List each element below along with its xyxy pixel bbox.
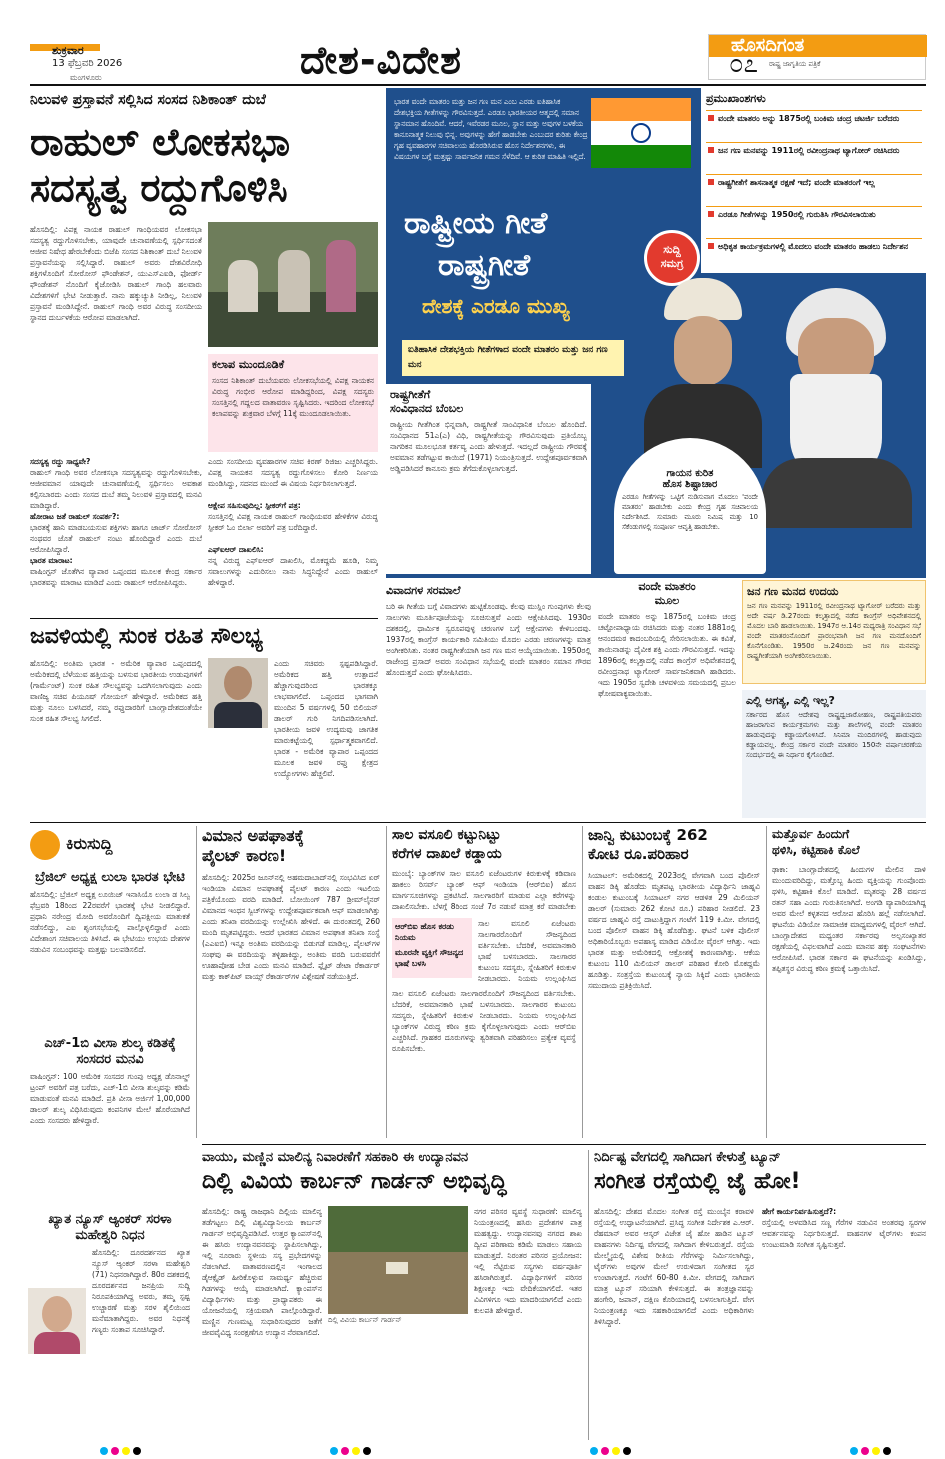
bottom-rule	[202, 1144, 926, 1145]
badge-line-2: ಸಮಗ್ರ	[660, 257, 684, 270]
lead-body-5: ಎಂದು ಸಂಸದೀಯ ವ್ಯವಹಾರಗಳ ಸಚಿವ ಕಿರಣ್ ರಿಜಿಜು ಎಚ್ಚರಿಸಿದ್ದರು. ವಿಪಕ್ಷ ನಾಯಕನ ಸದಸ್ಯತ್ವ ರದ್ದುಗೊಳಿಸಲು ಕೋರಿ ನಿರ್ಣಯ ಮಂಡಿಸಿದ್ದು, ಸದನದ ಮುಂದೆ ಈ ವಿಷಯ ನಿರ್ಧರಿಸಲಾಗುತ್ತದೆ.	[208, 457, 378, 488]
origin-body: ವಂದೇ ಮಾತರಂ ಅನ್ನು 1875ರಲ್ಲಿ ಬಂಕಿಮ ಚಂದ್ರ ಚಟ್ಟೋಪಾಧ್ಯಾಯ ರಚಿಸಿದರು ಮತ್ತು ನಂತರ 1881ರಲ್ಲಿ ಆನಂದಮಠ ಕಾದಂಬರಿಯಲ್ಲಿ ಸೇರಿಸಲಾಯಿತು. ಈ ಕವಿತೆ, ತಾಯಿನಾಡನ್ನು ದೈವೀಕ ಶಕ್ತಿ ಎಂದು ಗೌರವಿಸುತ್ತದೆ. ಇದನ್ನು 1896ರಲ್ಲಿ ಕಲ್ಕತ್ತಾದಲ್ಲಿ ನಡೆದ ಕಾಂಗ್ರೆಸ್ ಅಧಿವೇಶನದಲ್ಲಿ ರವೀಂದ್ರನಾಥ ಟ್ಯಾಗೋರ್ ಸಾರ್ವಜನಿಕವಾಗಿ ಹಾಡಿದರು. ಇದು 1905ರ ಸ್ವದೇಶಿ ಚಳವಳಿಯ ಸಮಯದಲ್ಲಿ ಪ್ರಬಲ ಘೋಷವಾಕ್ಯವಾಯಿತು.	[598, 612, 736, 698]
feature-banner-text: ಐತಿಹಾಸಿಕ ದೇಶಭಕ್ತಿಯ ಗೀತೆಗಳಾದ ವಂದೇ ಮಾತರಂ ಮತ್ತು ಜನ ಗಣ ಮನ	[408, 345, 608, 370]
constitution-title-2: ಸಂವಿಧಾನದ ಬೆಂಬಲ	[390, 402, 464, 415]
print-dots-left	[100, 1440, 144, 1459]
carbon-kicker: ವಾಯು, ಮಣ್ಣಿನ ಮಾಲಿನ್ಯ ನಿವಾರಣೆಗೆ ಸಹಕಾರಿ ಈ ಉದ್ಯಾನವನ	[202, 1150, 469, 1165]
janhvi-headline-1: ಜಾನ್ವಿ ಕುಟುಂಬಕ್ಕೆ 262	[588, 826, 708, 844]
carbon-body-1: ಹೊಸದಿಲ್ಲಿ: ರಾಷ್ಟ್ರ ರಾಜಧಾನಿ ದಿಲ್ಲಿಯ ಮಾಲಿನ್ಯ ತಡೆಗಟ್ಟಲು ದಿಲ್ಲಿ ವಿಶ್ವವಿದ್ಯಾನಿಲಯ ಕಾರ್ಬನ್ ಗಾರ್ಡನ್ ಅಭಿವೃದ್ಧಿಪಡಿಸಿದೆ. ಉತ್ತರ ಕ್ಯಾಂಪಸ್‌ನಲ್ಲಿ ಈ ಹಸಿರು ಉದ್ಯಾನವನವನ್ನು ಸ್ಥಾಪಿಸಲಾಗಿದ್ದು, ಇಲ್ಲಿ ನೂರಾರು ಸ್ಥಳೀಯ ಸಸ್ಯ ಪ್ರಭೇದಗಳನ್ನು ನೆಡಲಾಗಿದೆ. ವಾತಾವರಣದಲ್ಲಿನ ಇಂಗಾಲದ ಡೈಆಕ್ಸೈಡ್ ಹೀರಿಕೊಳ್ಳುವ ಸಾಮರ್ಥ್ಯ ಹೆಚ್ಚಿರುವ ಗಿಡಗಳನ್ನು ಆಯ್ಕೆ ಮಾಡಲಾಗಿದೆ. ಕ್ಯಾಂಪಸ್‌ನ ವಿದ್ಯಾರ್ಥಿಗಳು ಮತ್ತು ಪ್ರಾಧ್ಯಾಪಕರು ಈ ಯೋಜನೆಯಲ್ಲಿ ಸಕ್ರಿಯವಾಗಿ ಪಾಲ್ಗೊಂಡಿದ್ದಾರೆ. ಮಣ್ಣಿನ ಗುಣಮಟ್ಟ ಸುಧಾರಿಸುವುದರ ಜತೆಗೆ ಜೀವವೈವಿಧ್ಯ ಸಂರಕ್ಷಣೆಗೂ ಉದ್ಯಾನ ನೆರವಾಗಲಿದೆ.	[202, 1207, 322, 1337]
flag-icon	[591, 98, 691, 168]
adjournment-body: ಸಂಸದ ನಿಶಿಕಾಂತ್ ದುಬೆಯವರು ಲೋಕಸಭೆಯಲ್ಲಿ ವಿಪಕ್ಷ ನಾಯಕನ ವಿರುದ್ಧ ಗಂಭೀರ ಆರೋಪ ಮಾಡಿದ್ದರಿಂದ, ವಿಪಕ್ಷ ಸದಸ್ಯರು ಸಂಸತ್ತಿನಲ್ಲಿ ಗದ್ದಲದ ವಾತಾವರಣ ಸೃಷ್ಟಿಸಿದರು. ಇದರಿಂದ ಲೋಕಸಭೆ ಕಲಾಪವನ್ನು ಶುಕ್ರವಾರ ಬೆಳಗ್ಗೆ 11ಕ್ಕೆ ಮುಂದೂಡಲಾಯಿತು.	[212, 376, 374, 418]
where-body: ಸರ್ಕಾರದ ಹೊಸ ಆದೇಶವು ರಾಷ್ಟ್ರಧ್ವಜಾರೋಹಣ, ರಾಷ್ಟ್ರಪತಿಯವರು ಹಾಜರಾಗುವ ಕಾರ್ಯಕ್ರಮಗಳು ಮತ್ತು ಶಾಲೆಗಳಲ್ಲಿ ವಂದೇ ಮಾತರಂ ಹಾಡುವುದನ್ನು ಕಡ್ಡಾಯಗೊಳಿಸಿದೆ. ಸಿನಿಮಾ ಮಂದಿರಗಳಲ್ಲಿ ಹಾಡುವುದು ಕಡ್ಡಾಯವಲ್ಲ. ಕೇಂದ್ರ ಸರ್ಕಾರ ವಂದೇ ಮಾತರಂ 150ನೇ ವರ್ಷಾಚರಣೆಯ ಸಂದರ್ಭದಲ್ಲಿ ಈ ನಿರ್ಧಾರ ಕೈಗೊಂಡಿದೆ.	[746, 711, 922, 759]
feature-section	[386, 88, 926, 818]
music-road-headline: ಸಂಗೀತ ರಸ್ತೆಯಲ್ಲಿ ಜೈ ಹೋ!	[594, 1169, 801, 1194]
anchor-face	[42, 1296, 72, 1332]
loan-box-2: ಮೂರನೇ ವ್ಯಕ್ತಿಗೆ ಸೌಜನ್ಯದ ಭಾಷೆ ಬಳಸಿ	[395, 948, 464, 968]
carbon-story	[202, 1150, 582, 1440]
bangladesh-headline-2: ಥಳಿಸಿ, ಕಟ್ಟಿಹಾಕಿ ಕೊಲೆ	[772, 843, 860, 857]
key-point-text-1: ವಂದೇ ಮಾತರಂ ಅನ್ನು 1875ರಲ್ಲಿ ಬಂಕಿಮ ಚಂದ್ರ ಚಟರ್ಜಿ ಬರೆದರು	[718, 114, 900, 123]
feature-title-1: ರಾಷ್ಟ್ರೀಯ ಗೀತೆ	[404, 206, 548, 241]
constitution-title-1: ರಾಷ್ಟ್ರಗೀತೆಗೆ	[390, 388, 431, 401]
section-title: ದೇಶ-ವಿದೇಶ	[300, 38, 462, 82]
jgm-box	[742, 580, 926, 684]
origin-title-2: ಮೂಲ	[654, 594, 680, 607]
print-dots-center-2	[590, 1440, 634, 1459]
loan-highlight-box	[392, 918, 472, 978]
header-date: 13 ಫೆಬ್ರವರಿ 2026	[52, 58, 123, 69]
photo-person-3	[326, 240, 356, 312]
photo-person-1	[228, 260, 258, 312]
goyal-suit	[214, 702, 262, 728]
anchor-body	[34, 1332, 80, 1354]
janhvi-story	[588, 826, 760, 1138]
col-divider-3	[582, 826, 583, 1138]
lead-body-7: ನನ್ನ ವಿರುದ್ಧ ಎಫ್‌ಐಆರ್ ದಾಖಲಿಸಿ, ಮೊಕದ್ದಮೆ ಹೂಡಿ, ನಿಮ್ಮ ಸವಾಲುಗಳನ್ನು ಎದುರಿಸಲು ನಾನು ಸಿದ್ಧನಿದ್ದೇನೆ ಎಂದು ರಾಹುಲ್ ಹೇಳಿದ್ದಾರೆ.	[208, 556, 378, 587]
parliament-photo	[208, 222, 378, 347]
brand-name: ಹೊಸದಿಗಂತ	[731, 35, 805, 56]
key-point-marker-3	[708, 179, 714, 185]
origin-title-1: ವಂದೇ ಮಾತರಂ	[638, 580, 696, 593]
bankim-face	[674, 316, 732, 386]
brief-body-1: ಹೊಸದಿಲ್ಲಿ: ಬ್ರೆಜಿಲ್ ಅಧ್ಯಕ್ಷ ಲೂಯಿಜ್ ಇನಾಸಿಯೊ ಲುಲಾ ಡ ಸಿಲ್ವ ಫೆಬ್ರವರಿ 18ರಿಂದ 22ರವರೆಗೆ ಭಾರತಕ್ಕೆ ಭೇಟಿ ನೀಡಲಿದ್ದಾರೆ. ಪ್ರಧಾನಿ ನರೇಂದ್ರ ಮೋದಿ ಅವರೊಂದಿಗೆ ದ್ವಿಪಕ್ಷೀಯ ಮಾತುಕತೆ ನಡೆಸಲಿದ್ದು, ಎಐ ಶೃಂಗಸಭೆಯಲ್ಲಿ ಪಾಲ್ಗೊಳ್ಳಲಿದ್ದಾರೆ ಎಂದು ವಿದೇಶಾಂಗ ಸಚಿವಾಲಯ ತಿಳಿಸಿದೆ. ಈ ಭೇಟಿಯು ಉಭಯ ದೇಶಗಳ ನಡುವಿನ ಸಂಬಂಧವನ್ನು ಮತ್ತಷ್ಟು ಬಲಪಡಿಸಲಿದೆ.	[30, 890, 190, 954]
key-points-box	[706, 92, 922, 272]
feature-title-2: ರಾಷ್ಟ್ರಗೀತೆ	[438, 248, 531, 283]
music-road-kicker: ನಿರ್ದಿಷ್ಟ ವೇಗದಲ್ಲಿ ಸಾಗಿದಾಗ ಕೇಳುತ್ತೆ ಟ್ಯೂನ್	[594, 1150, 781, 1165]
lead-body-6: ಸಂಸತ್ತಿನಲ್ಲಿ ವಿಪಕ್ಷ ನಾಯಕ ರಾಹುಲ್ ಗಾಂಧಿಯವರ ಹೇಳಿಕೆಗಳ ವಿರುದ್ಧ ಸ್ಪೀಕರ್ ಓಂ ಬಿರ್ಲಾ ಅವರಿಗೆ ಪತ್ರ ಬರೆದಿದ್ದಾರೆ.	[208, 512, 378, 532]
crash-story	[202, 826, 380, 1138]
brand-box	[708, 34, 926, 80]
garden-photo	[328, 1206, 468, 1314]
jgm-body: ಜನ ಗಣ ಮನವನ್ನು 1911ರಲ್ಲಿ ರವೀಂದ್ರನಾಥ ಟ್ಯಾಗೋರ್ ಬರೆದರು ಮತ್ತು ಅದೇ ವರ್ಷ ಡಿ.27ರಂದು ಕಲ್ಕತ್ತಾದಲ್ಲಿ ನಡೆದ ಕಾಂಗ್ರೆಸ್ ಅಧಿವೇಶನದಲ್ಲಿ ಮೊದಲ ಬಾರಿ ಹಾಡಲಾಯಿತು. 1947ರ ಆ.14ರ ಮಧ್ಯರಾತ್ರಿ ಸಂವಿಧಾನ ಸಭೆ ವಂದೇ ಮಾತರಂನೊಂದಿಗೆ ಪ್ರಾರಂಭವಾಗಿ ಜನ ಗಣ ಮನದೊಂದಿಗೆ ಕೊನೆಗೊಂಡಿತು. 1950ರ ಜ.24ರಂದು ಜನ ಗಣ ಮನವನ್ನು ರಾಷ್ಟ್ರಗೀತೆಯಾಗಿ ಅಂಗೀಕರಿಸಲಾಯಿತು.	[747, 602, 921, 660]
lead-kicker: ನಿಲುವಳಿ ಪ್ರಸ್ತಾವನೆ ಸಲ್ಲಿಸಿದ ಸಂಸದ ನಿಶಿಕಾಂತ್ ದುಬೆ	[30, 92, 266, 108]
brief-item-3	[30, 1212, 190, 1407]
controversy-body: ಬರಿ ಈ ಗೀತೆಯ ಬಗ್ಗೆ ವಿವಾದಗಳು ಹುಟ್ಟಿಕೊಂಡವು. ಕೆಲವು ಮುಸ್ಲಿಂ ಗುಂಪುಗಳು ಕೆಲವು ಸಾಲುಗಳು ಮೂರ್ತಿಪೂಜೆಯನ್ನು ಸೂಚಿಸುತ್ತವೆ ಎಂದು ಆಕ್ಷೇಪಿಸಿದವು. 1930ರ ದಶಕದಲ್ಲಿ, ಧಾರ್ಮಿಕ ಸ್ವರೂಪವುಳ್ಳ ಚರಣಗಳ ಬಗ್ಗೆ ಆಕ್ಷೇಪಗಳು ಕೇಳಿಬಂದವು. 1937ರಲ್ಲಿ ಕಾಂಗ್ರೆಸ್ ಕಾರ್ಯಕಾರಿ ಸಮಿತಿಯು ಮೊದಲ ಎರಡು ಚರಣಗಳನ್ನು ಮಾತ್ರ ಅಂಗೀಕರಿಸಿತು. ನಂತರ ರಾಷ್ಟ್ರಗೀತೆಯಾಗಿ ಜನ ಗಣ ಮನ ಆಯ್ಕೆಯಾಯಿತು. 1950ರಲ್ಲಿ ರಾಜೇಂದ್ರ ಪ್ರಸಾದ್ ಅವರು ಸಂವಿಧಾನ ಸಭೆಯಲ್ಲಿ ವಂದೇ ಮಾತರಂ ಸಮಾನ ಗೌರವ ಹೊಂದುತ್ತದೆ ಎಂದು ಘೋಷಿಸಿದರು.	[386, 602, 591, 677]
header-rule	[30, 84, 926, 86]
feature-subtitle: ದೇಶಕ್ಕೆ ಎರಡೂ ಮುಖ್ಯ	[422, 294, 570, 318]
middle-rule	[30, 822, 926, 823]
lead-q3: ಭಾರತ ಮಾರಾಟ:	[30, 556, 73, 565]
tagore-robe	[762, 458, 912, 528]
lead-story	[30, 92, 378, 612]
loan-body: ಮುಂಬೈ: ಬ್ಯಾಂಕ್‌ಗಳ ಸಾಲ ವಸೂಲಿ ಏಜೆಂಟರುಗಳ ಕಿರುಕುಳಕ್ಕೆ ಕಡಿವಾಣ ಹಾಕಲು ರಿಸರ್ವ್ ಬ್ಯಾಂಕ್ ಆಫ್ ಇಂಡಿಯಾ (ಆರ್‌ಬಿಐ) ಹೊಸ ಮಾರ್ಗಸೂಚಿಗಳನ್ನು ಪ್ರಕಟಿಸಿದೆ. ಸಾಲಗಾರರಿಗೆ ಮಾಡುವ ಎಲ್ಲಾ ಕರೆಗಳನ್ನು ದಾಖಲಿಸಬೇಕು. ಬೆಳಗ್ಗೆ 8ರಿಂದ ಸಂಜೆ 7ರ ನಡುವೆ ಮಾತ್ರ ಕರೆ ಮಾಡಬೇಕು	[392, 869, 576, 911]
briefs-label: ಕಿರುಸುದ್ದಿ	[66, 834, 113, 853]
brief-body-2: ವಾಷಿಂಗ್ಟನ್: 100 ಅಮೆರಿಕ ಸಂಸದರ ಗುಂಪು ಅಧ್ಯಕ್ಷ ಡೊನಾಲ್ಡ್ ಟ್ರಂಪ್ ಅವರಿಗೆ ಪತ್ರ ಬರೆದು, ಎಚ್-1ಬಿ ವೀಸಾ ಶುಲ್ಕವನ್ನು ಕಡಿಮೆ ಮಾಡುವಂತೆ ಮನವಿ ಮಾಡಿದೆ. ಪ್ರತಿ ವೀಸಾ ಅರ್ಜಿಗೆ 1,00,000 ಡಾಲರ್ ಶುಲ್ಕ ವಿಧಿಸಿರುವುದು ಕಂಪನಿಗಳ ಮೇಲೆ ಹೊರೆಯಾಗಿದೆ ಎಂದು ಸಂಸದರು ಹೇಳಿದ್ದಾರೆ.	[30, 1072, 190, 1125]
singing-title-2: ಹೊಸ ಶಿಷ್ಟಾಚಾರ	[662, 479, 718, 490]
masthead	[0, 0, 945, 82]
constitution-body: ರಾಷ್ಟ್ರೀಯ ಗೀತೆಗಿಂತ ಭಿನ್ನವಾಗಿ, ರಾಷ್ಟ್ರಗೀತೆ ಸಾಂವಿಧಾನಿಕ ಬೆಂಬಲ ಹೊಂದಿದೆ. ಸಂವಿಧಾನದ 51ಎ(ಎ) ವಿಧಿ, ರಾಷ್ಟ್ರಗೀತೆಯನ್ನು ಗೌರವಿಸುವುದು ಪ್ರತಿಯೊಬ್ಬ ನಾಗರಿಕನ ಮೂಲಭೂತ ಕರ್ತವ್ಯ ಎಂದು ಹೇಳುತ್ತದೆ. ಇದಲ್ಲದೆ ರಾಷ್ಟ್ರೀಯ ಗೌರವಕ್ಕೆ ಅವಮಾನ ತಡೆಗಟ್ಟುವ ಕಾಯಿದೆ (1971) ನಿಯಂತ್ರಿಸುತ್ತದೆ. ಉದ್ದೇಶಪೂರ್ವಕವಾಗಿ ಅಡ್ಡಿಪಡಿಸಿದರೆ ಕಾನೂನು ಕ್ರಮ ತೆಗೆದುಕೊಳ್ಳಲಾಗುತ್ತದೆ.	[390, 420, 587, 473]
janhvi-headline-2: ಕೋಟಿ ರೂ.ಪರಿಹಾರ	[588, 845, 689, 863]
key-point-1	[706, 110, 922, 140]
key-point-5	[706, 238, 922, 268]
key-point-text-5: ಅಧಿಕೃತ ಕಾರ್ಯಕ್ರಮಗಳಲ್ಲಿ ಮೊದಲು ವಂದೇ ಮಾತರಂ ಹಾಡಲು ನಿರ್ದೇಶನ	[718, 242, 909, 251]
lead-col1-cont	[30, 456, 202, 612]
brief-title-1: ಬ್ರೆಜಿಲ್ ಅಧ್ಯಕ್ಷ ಲುಲಾ ಭಾರತ ಭೇಟಿ	[35, 870, 185, 885]
garden-trees	[328, 1206, 468, 1252]
key-point-marker-1	[708, 115, 714, 121]
loan-body-2: ಸಾಲ ವಸೂಲಿ ಏಜೆಂಟರು ಸಾಲಗಾರರೊಂದಿಗೆ ಸೌಜನ್ಯದಿಂದ ವರ್ತಿಸಬೇಕು. ಬೆದರಿಕೆ, ಅವಮಾನಕಾರಿ ಭಾಷೆ ಬಳಸಬಾರದು. ಸಾಲಗಾರರ ಕುಟುಂಬ ಸದಸ್ಯರು, ಸ್ನೇಹಿತರಿಗೆ ಕಿರುಕುಳ ನೀಡಬಾರದು. ನಿಯಮ ಉಲ್ಲಂಘಿಸಿದ	[478, 919, 576, 983]
carbon-headline: ದಿಲ್ಲಿ ವಿವಿಯ ಕಾರ್ಬನ್ ಗಾರ್ಡನ್ ಅಭಿವೃದ್ಧಿ	[202, 1169, 507, 1194]
music-road-story	[594, 1150, 926, 1440]
where-box	[742, 690, 926, 818]
garden-sign	[386, 1262, 408, 1274]
lead-q1: ಸದಸ್ಯತ್ವ ರದ್ದು ಸಾಧ್ಯವೇ?	[30, 457, 91, 466]
tagore-portrait	[756, 288, 916, 528]
tariff-headline: ಜವಳಿಯಲ್ಲಿ ಸುಂಕ ರಹಿತ ಸೌಲಭ್ಯ	[30, 624, 263, 649]
brief-title-2: ಎಚ್-1ಬಿ ವೀಸಾ ಶುಲ್ಕ ಕಡಿತಕ್ಕೆ ಸಂಸದರ ಮನವಿ	[44, 1036, 176, 1067]
crash-body: ಹೊಸದಿಲ್ಲಿ: 2025ರ ಜೂನ್‌ನಲ್ಲಿ ಅಹಮದಾಬಾದ್‌ನಲ್ಲಿ ಸಂಭವಿಸಿದ ಏರ್ ಇಂಡಿಯಾ ವಿಮಾನ ಅಪಘಾತಕ್ಕೆ ಪೈಲಟ್ ಕಾರಣ ಎಂದು ಇಟಲಿಯ ಪತ್ರಿಕೆಯೊಂದು ವರದಿ ಮಾಡಿದೆ. ಬೋಯಿಂಗ್ 787 ಡ್ರೀಮ್‌ಲೈನರ್ ವಿಮಾನದ ಇಂಧನ ಸ್ವಿಚ್‌ಗಳನ್ನು ಉದ್ದೇಶಪೂರ್ವಕವಾಗಿ ಆಫ್ ಮಾಡಲಾಗಿತ್ತು ಎಂದು ತನಿಖಾ ವರದಿಯನ್ನು ಉಲ್ಲೇಖಿಸಿ ಹೇಳಿದೆ. ಈ ದುರಂತದಲ್ಲಿ 260 ಮಂದಿ ಮೃತಪಟ್ಟಿದ್ದರು. ಆದರೆ ಭಾರತದ ವಿಮಾನ ಅಪಘಾತ ತನಿಖಾ ಸಂಸ್ಥೆ (ಎಎಐಬಿ) ಇನ್ನೂ ಅಂತಿಮ ವರದಿಯನ್ನು ಬಿಡುಗಡೆ ಮಾಡಿಲ್ಲ. ಪೈಲಟ್‌ಗಳ ಸಂಘವು ಈ ವರದಿಯನ್ನು ತಳ್ಳಿಹಾಕಿದ್ದು, ಅಂತಿಮ ವರದಿ ಬರುವವರೆಗೆ ಊಹಾಪೋಹ ಬೇಡ ಎಂದು ಮನವಿ ಮಾಡಿದೆ. ಫ್ಲೈಟ್ ಡೇಟಾ ರೆಕಾರ್ಡರ್ ಮತ್ತು ಕಾಕ್‌ಪಿಟ್ ವಾಯ್ಸ್ ರೆಕಾರ್ಡರ್‌ಗಳ ವಿಶ್ಲೇಷಣೆ ನಡೆಯುತ್ತಿದೆ.	[202, 873, 380, 981]
garden-caption: ದಿಲ್ಲಿ ವಿವಿಯ ಕಾರ್ಬನ್ ಗಾರ್ಡನ್	[328, 1316, 402, 1324]
bankim-turban	[664, 278, 742, 320]
anchor-photo	[28, 1288, 86, 1354]
music-road-body: ಹೊಸದಿಲ್ಲಿ: ದೇಶದ ಮೊದಲ ಸಂಗೀತ ರಸ್ತೆ ಮುಂಬೈನ ಕರಾವಳಿ ರಸ್ತೆಯಲ್ಲಿ ಉದ್ಘಾಟನೆಯಾಗಿದೆ. ಪ್ರಸಿದ್ಧ ಸಂಗೀತ ನಿರ್ದೇಶಕ ಎ.ಆರ್. ರೆಹಮಾನ್ ಅವರ ಆಸ್ಕರ್ ವಿಜೇತ ಜೈ ಹೋ ಹಾಡಿನ ಟ್ಯೂನ್ ವಾಹನಗಳು ನಿರ್ದಿಷ್ಟ ವೇಗದಲ್ಲಿ ಸಾಗಿದಾಗ ಕೇಳಿಬರುತ್ತದೆ. ರಸ್ತೆಯ ಮೇಲ್ಮೈಯಲ್ಲಿ ವಿಶೇಷ ರೀತಿಯ ಗೆರೆಗಳನ್ನು ನಿರ್ಮಿಸಲಾಗಿದ್ದು, ಟೈರ್‌ಗಳು ಅವುಗಳ ಮೇಲೆ ಉರುಳಿದಾಗ ಸಂಗೀತದ ಸ್ವರ ಉಂಟಾಗುತ್ತದೆ. ಗಂಟೆಗೆ 60-80 ಕಿ.ಮೀ. ವೇಗದಲ್ಲಿ ಸಾಗಿದಾಗ ಮಾತ್ರ ಟ್ಯೂನ್ ಸರಿಯಾಗಿ ಕೇಳಿಸುತ್ತದೆ. ಈ ತಂತ್ರಜ್ಞಾನವನ್ನು ಹಂಗೇರಿ, ಜಪಾನ್, ದಕ್ಷಿಣ ಕೊರಿಯಾದಲ್ಲಿ ಬಳಸಲಾಗುತ್ತಿದೆ. ವೇಗ ನಿಯಂತ್ರಣಕ್ಕೂ ಇದು ಸಹಕಾರಿಯಾಗಲಿದೆ ಎಂದು ಅಧಿಕಾರಿಗಳು ತಿಳಿಸಿದ್ದಾರೆ.	[594, 1207, 754, 1326]
brief-body-3: ಹೊಸದಿಲ್ಲಿ: ದೂರದರ್ಶನದ ಖ್ಯಾತ ನ್ಯೂಸ್ ಆ್ಯಂಕರ್ ಸರಳಾ ಮಹೇಶ್ವರಿ (71) ನಿಧನರಾಗಿದ್ದಾರೆ. 80ರ ದಶಕದಲ್ಲಿ ದೂರದರ್ಶನದ ಜನಪ್ರಿಯ ಸುದ್ದಿ ನಿರೂಪಕಿಯಾಗಿದ್ದ ಅವರು, ತಮ್ಮ ಸ್ಪಷ್ಟ ಉಚ್ಚಾರಣೆ ಮತ್ತು ಸರಳ ಶೈಲಿಯಿಂದ ಮನೆಮಾತಾಗಿದ್ದರು. ಅವರ ನಿಧನಕ್ಕೆ ಗಣ್ಯರು ಸಂತಾಪ ಸೂಚಿಸಿದ್ದಾರೆ.	[92, 1248, 190, 1334]
janhvi-body: ಸಿಯಾಟಲ್: ಅಮೆರಿಕದಲ್ಲಿ 2023ರಲ್ಲಿ ವೇಗವಾಗಿ ಬಂದ ಪೊಲೀಸ್ ವಾಹನ ಡಿಕ್ಕಿ ಹೊಡೆದು ಮೃತಪಟ್ಟ ಭಾರತೀಯ ವಿದ್ಯಾರ್ಥಿನಿ ಜಾಹ್ನವಿ ಕಂಡುಲ ಕುಟುಂಬಕ್ಕೆ ಸಿಯಾಟಲ್ ನಗರ ಆಡಳಿತ 29 ಮಿಲಿಯನ್ ಡಾಲರ್ (ಸುಮಾರು 262 ಕೋಟಿ ರೂ.) ಪರಿಹಾರ ನೀಡಲಿದೆ. 23 ವರ್ಷದ ಜಾಹ್ನವಿ ರಸ್ತೆ ದಾಟುತ್ತಿದ್ದಾಗ ಗಂಟೆಗೆ 119 ಕಿ.ಮೀ. ವೇಗದಲ್ಲಿ ಬಂದ ಪೊಲೀಸ್ ವಾಹನ ಡಿಕ್ಕಿ ಹೊಡೆದಿತ್ತು. ಘಟನೆ ಬಳಿಕ ಪೊಲೀಸ್ ಅಧಿಕಾರಿಯೊಬ್ಬರು ಅಪಹಾಸ್ಯ ಮಾಡಿದ ವಿಡಿಯೋ ವೈರಲ್ ಆಗಿತ್ತು. ಇದು ಭಾರತ ಮತ್ತು ಅಮೆರಿಕದಲ್ಲಿ ಆಕ್ರೋಶಕ್ಕೆ ಕಾರಣವಾಗಿತ್ತು. ಆಕೆಯ ಕುಟುಂಬ 110 ಮಿಲಿಯನ್ ಡಾಲರ್ ಪರಿಹಾರ ಕೋರಿ ಮೊಕದ್ದಮೆ ಹೂಡಿತ್ತು. ಸಂತ್ರಸ್ತೆಯ ಕುಟುಂಬಕ್ಕೆ ನ್ಯಾಯ ಸಿಕ್ಕಿದೆ ಎಂದು ಭಾರತೀಯ ಸಮುದಾಯ ಪ್ರತಿಕ್ರಿಯಿಸಿದೆ.	[588, 871, 760, 990]
header-city: ಮಂಗಳೂರು	[70, 73, 102, 82]
brand-tagline: ರಾಷ್ಟ್ರ ಜಾಗೃತಿಯ ಪತ್ರಿಕೆ	[769, 60, 821, 68]
tariff-top-rule	[30, 618, 378, 619]
lead-q4: ಆಕ್ಷೇಪ ಸಹಿಸುವುದಿಲ್ಲ: ಸ್ಪೀಕರ್‌ಗೆ ಪತ್ರ:	[208, 501, 301, 510]
key-point-marker-5	[708, 243, 714, 249]
key-point-text-3: ರಾಷ್ಟ್ರಗೀತೆಗೆ ಶಾಸನಾತ್ಮಕ ರಕ್ಷಣೆ ಇದೆ; ವಂದೇ ಮಾತರಂಗೆ ಇಲ್ಲ	[718, 178, 875, 187]
loan-body-3: ಸಾಲ ವಸೂಲಿ ಏಜೆಂಟರು ಸಾಲಗಾರರೊಂದಿಗೆ ಸೌಜನ್ಯದಿಂದ ವರ್ತಿಸಬೇಕು. ಬೆದರಿಕೆ, ಅವಮಾನಕಾರಿ ಭಾಷೆ ಬಳಸಬಾರದು. ಸಾಲಗಾರರ ಕುಟುಂಬ ಸದಸ್ಯರು, ಸ್ನೇಹಿತರಿಗೆ ಕಿರುಕುಳ ನೀಡಬಾರದು. ನಿಯಮ ಉಲ್ಲಂಘಿಸಿದ ಬ್ಯಾಂಕ್‌ಗಳ ವಿರುದ್ಧ ಕಠಿಣ ಕ್ರಮ ಕೈಗೊಳ್ಳಲಾಗುವುದು ಎಂದು ಆರ್‌ಬಿಐ ಎಚ್ಚರಿಸಿದೆ. ಗ್ರಾಹಕರ ದೂರುಗಳನ್ನು ತ್ವರಿತವಾಗಿ ಪರಿಹರಿಸಲು ಪ್ರತ್ಯೇಕ ವ್ಯವಸ್ಥೆ ರೂಪಿಸಬೇಕು.	[392, 989, 576, 1053]
singing-title-1: ಗಾಯನ ಕುರಿತ	[666, 468, 714, 479]
controversy-col	[386, 584, 591, 818]
where-title: ಎಲ್ಲಿ ಅಗತ್ಯ, ಎಲ್ಲಿ ಇಲ್ಲ?	[746, 694, 835, 707]
col-divider-5	[588, 1150, 589, 1440]
badge-line-1: ಸುದ್ದಿ	[663, 243, 681, 256]
tariff-body-1: ಹೊಸದಿಲ್ಲಿ: ಅಂತಿಮ ಭಾರತ - ಅಮೆರಿಕ ವ್ಯಾಪಾರ ಒಪ್ಪಂದದಲ್ಲಿ ಅಮೆರಿಕದಲ್ಲಿ ಬೆಳೆಯುವ ಹತ್ತಿಯನ್ನು ಬಳಸುವ ಭಾರತೀಯ ಉಡುಪುಗಳಿಗೆ (ಗಾರ್ಮೆಂಟ್) ಸುಂಕ ರಹಿತ ಸೌಲಭ್ಯವನ್ನು ಒದಗಿಸಲಾಗುವುದು ಎಂದು ವಾಣಿಜ್ಯ ಸಚಿವ ಪಿಯೂಷ್ ಗೋಯಲ್ ಹೇಳಿದ್ದಾರೆ. ಅಮೆರಿಕದ ಹತ್ತಿ ಮತ್ತು ನೂಲು ಬಳಸಿದರೆ, ನಮ್ಮ ರಫ್ತುದಾರರಿಗೆ ಬಾಂಗ್ಲಾದೇಶದಂತೆಯೇ ಸುಂಕ ರಹಿತ ಸೌಲಭ್ಯ ಸಿಗಲಿದೆ.	[30, 659, 202, 723]
bangladesh-story	[772, 826, 926, 1138]
goyal-photo	[208, 658, 268, 728]
loan-box-1: ಆರ್‌ಬಿಐ ಹೊಸ ಕರಡು ನಿಯಮ	[395, 922, 454, 942]
key-points-title: ಪ್ರಮುಖಾಂಶಗಳು	[706, 92, 766, 105]
key-point-4	[706, 206, 922, 236]
loan-headline-1: ಸಾಲ ವಸೂಲಿ ಕಟ್ಟುನಿಟ್ಟು	[392, 827, 501, 843]
photo-person-2	[278, 250, 310, 312]
bangladesh-body: ಢಾಕಾ: ಬಾಂಗ್ಲಾದೇಶದಲ್ಲಿ ಹಿಂದುಗಳ ಮೇಲಿನ ದಾಳಿ ಮುಂದುವರಿದಿದ್ದು, ಮತ್ತೊಬ್ಬ ಹಿಂದು ವ್ಯಕ್ತಿಯನ್ನು ಗುಂಪೊಂದು ಥಳಿಸಿ, ಕಟ್ಟಿಹಾಕಿ ಕೊಲೆ ಮಾಡಿದೆ. ಮೃತರನ್ನು 28 ವರ್ಷದ ರತನ್ ಸಹಾ ಎಂದು ಗುರುತಿಸಲಾಗಿದೆ. ಅಂಗಡಿ ವ್ಯಾಪಾರಿಯಾಗಿದ್ದ ಅವರ ಮೇಲೆ ಕಳ್ಳತನದ ಆರೋಪ ಹೊರಿಸಿ ಹಲ್ಲೆ ನಡೆಸಲಾಗಿದೆ. ಘಟನೆಯ ವಿಡಿಯೋ ಸಾಮಾಜಿಕ ಮಾಧ್ಯಮಗಳಲ್ಲಿ ವೈರಲ್ ಆಗಿದೆ. ಬಾಂಗ್ಲಾದೇಶದ ಮಧ್ಯಂತರ ಸರ್ಕಾರವು ಅಲ್ಪಸಂಖ್ಯಾತರ ರಕ್ಷಣೆಯಲ್ಲಿ ವಿಫಲವಾಗಿದೆ ಎಂದು ಮಾನವ ಹಕ್ಕು ಸಂಘಟನೆಗಳು ಆರೋಪಿಸಿವೆ. ಭಾರತ ಸರ್ಕಾರ ಈ ಘಟನೆಯನ್ನು ಖಂಡಿಸಿದ್ದು, ತಪ್ಪಿತಸ್ಥರ ವಿರುದ್ಧ ಕಠಿಣ ಕ್ರಮಕ್ಕೆ ಒತ್ತಾಯಿಸಿದೆ.	[772, 865, 926, 973]
lead-body-2: ರಾಹುಲ್ ಗಾಂಧಿ ಅವರ ಲೋಕಸಭಾ ಸದಸ್ಯತ್ವವನ್ನು ರದ್ದುಗೊಳಿಸಬೇಕು, ಆಜೀವಮಾನ ಯಾವುದೇ ಚುನಾವಣೆಯಲ್ಲಿ ಸ್ಪರ್ಧಿಸಲು ಅವಕಾಶ ಕಲ್ಪಿಸಬಾರದು ಎಂದು ಸಂಸದ ದುಬೆ ತಮ್ಮ ನಿಲುವಳಿ ಪ್ರಸ್ತಾವದಲ್ಲಿ ಮನವಿ ಮಾಡಿದ್ದಾರೆ.	[30, 468, 202, 510]
crash-headline-1: ವಿಮಾನ ಅಪಘಾತಕ್ಕೆ	[202, 826, 304, 845]
jgm-title: ಜನ ಗಣ ಮನದ ಉದಯ	[747, 585, 839, 598]
key-point-text-2: ಜನ ಗಣ ಮನವನ್ನು 1911ರಲ್ಲಿ ರವೀಂದ್ರನಾಥ ಟ್ಯಾಗೋರ್ ರಚಿಸಿದರು	[718, 146, 900, 155]
carbon-body-2: ನಗರ ಪರಿಸರ ವ್ಯವಸ್ಥೆ ಸುಧಾರಣೆ: ಮಾಲಿನ್ಯ ನಿಯಂತ್ರಣದಲ್ಲಿ ಹಸಿರು ಪ್ರದೇಶಗಳ ಪಾತ್ರ ಮಹತ್ವದ್ದು. ಉದ್ಯಾನವನವು ನಗರದ ಶಾಖ ದ್ವೀಪ ಪರಿಣಾಮ ಕಡಿಮೆ ಮಾಡಲು ಸಹಾಯ ಮಾಡುತ್ತದೆ. ನಿರಂತರ ಪರಿಸರ ಪ್ರಯೋಜನ: ಇಲ್ಲಿ ನೆಟ್ಟಿರುವ ಸಸ್ಯಗಳು ವರ್ಷಪೂರ್ತಿ ಹಸಿರಾಗಿರುತ್ತವೆ. ವಿದ್ಯಾರ್ಥಿಗಳಿಗೆ ಪರಿಸರ ಶಿಕ್ಷಣಕ್ಕೂ ಇದು ವೇದಿಕೆಯಾಗಲಿದೆ. ಇತರ ವಿವಿಗಳಿಗೂ ಇದು ಮಾದರಿಯಾಗಲಿದೆ ಎಂದು ಕುಲಪತಿ ಹೇಳಿದ್ದಾರೆ.	[474, 1207, 582, 1315]
music-road-col2	[762, 1206, 926, 1436]
loan-story	[392, 826, 576, 1138]
controversy-title: ವಿವಾದಗಳ ಸರಮಾಲೆ	[386, 584, 461, 597]
adjournment-box	[208, 354, 378, 452]
lead-body-1: ಹೊಸದಿಲ್ಲಿ: ವಿಪಕ್ಷ ನಾಯಕ ರಾಹುಲ್ ಗಾಂಧಿಯವರ ಲೋಕಸಭಾ ಸದಸ್ಯತ್ವ ರದ್ದುಗೊಳಿಸಬೇಕು, ಯಾವುದೇ ಚುನಾವಣೆಯಲ್ಲಿ ಸ್ಪರ್ಧಿಸದಂತೆ ಆಜೀವ ನಿಷೇಧ ಹೇರಬೇಕೆಂದು ಬಿಜೆಪಿ ಸಂಸದ ನಿಶಿಕಾಂತ್ ದುಬೆ ನಿಲುವಳಿ ಪ್ರಸ್ತಾವನೆಯನ್ನು ಸಲ್ಲಿಸಿದ್ದಾರೆ. ರಾಹುಲ್ ಅವರು ದೇಶವಿರೋಧಿ ಶಕ್ತಿಗಳೊಂದಿಗೆ ಸೋರೋಸ್ ಫೌಂಡೇಶನ್, ಯುಎಸ್‌ಎಐಡಿ, ಫೋರ್ಡ್ ಫೌಂಡೇಶನ್ ನೊಂದಿಗೆ ಕೈಜೋಡಿಸಿ ರಾಹುಲ್ ಗಾಂಧಿ ಹಲವಾರು ವಿದೇಶಗಳಿಗೆ ಭೇಟಿ ನೀಡುತ್ತಾರೆ. ನಾನು ಹಕ್ಕುಚ್ಯುತಿ ನೀಡಿಲ್ಲ, ನಿಲುವಳಿ ಪ್ರಸ್ತಾವನೆ ಮಂಡಿಸಿದ್ದೇನೆ. ರಾಹುಲ್ ಗಾಂಧಿ ಅವರ ವಿರುದ್ಧ ಸಂಸದೀಯ ಸ್ಥಾನದ ದುರ್ಬಳಕೆಯ ಆರೋಪ ಮಾಡಲಾಗಿದೆ.	[30, 225, 202, 322]
key-point-marker-2	[708, 147, 714, 153]
briefs-column	[30, 826, 190, 1446]
music-road-body-2: ರಸ್ತೆಯಲ್ಲಿ ಅಳವಡಿಸಿದ ಸಣ್ಣ ಗೆರೆಗಳ ನಡುವಿನ ಅಂತರವು ಸ್ವರಗಳ ಆವರ್ತನವನ್ನು ನಿರ್ಧರಿಸುತ್ತದೆ. ವಾಹನಗಳ ಟೈರ್‌ಗಳು ಕಂಪನ ಉಂಟುಮಾಡಿ ಸಂಗೀತ ಸೃಷ್ಟಿಸುತ್ತವೆ.	[762, 1218, 926, 1249]
header-day: ಶುಕ್ರವಾರ	[52, 44, 84, 57]
key-point-text-4: ಎರಡೂ ಗೀತೆಗಳನ್ನು 1950ರಲ್ಲಿ ಗುರುತಿಸಿ ಗೌರವಿಸಲಾಯಿತು	[718, 210, 876, 219]
feature-banner	[402, 340, 624, 376]
bangladesh-headline-1: ಮತ್ತೊರ್ವ ಹಿಂದುಗೆ	[772, 827, 850, 841]
origin-col	[598, 580, 736, 818]
col-divider-4	[766, 826, 767, 1138]
key-point-marker-4	[708, 211, 714, 217]
brief-item-1	[30, 870, 190, 1009]
goyal-face	[224, 666, 252, 700]
briefs-label-box	[30, 830, 190, 860]
key-point-3	[706, 174, 922, 204]
crash-headline-2: ಪೈಲಟ್ ಕಾರಣ!	[202, 846, 287, 865]
feature-intro: ಭಾರತ ವಂದೇ ಮಾತರಂ ಮತ್ತು ಜನ ಗಣ ಮನ ಎಂಬ ಎರಡು ಐತಿಹಾಸಿಕ ದೇಶಭಕ್ತಿಯ ಗೀತೆಗಳನ್ನು ಗೌರವಿಸುತ್ತದೆ. ಎರಡೂ ಭಾರತೀಯರ ಆತ್ಮದಲ್ಲಿ ಸಮಾನ ಸ್ಥಾನಮಾನ ಹೊಂದಿವೆ. ಆದರೆ, ಇವೆರಡರ ಮೂಲ, ಸ್ಥಾನ ಮತ್ತು ಅವುಗಳ ಬಳಕೆಯ ಕಾನೂನಾತ್ಮಕ ನಿಲುವು ಭಿನ್ನ. ಅವುಗಳನ್ನು ಹೇಗೆ ಹಾಡಬೇಕು ಎಂಬುದರ ಕುರಿತು ಕೇಂದ್ರ ಗೃಹ ವ್ಯವಹಾರಗಳ ಸಚಿವಾಲಯ ಹೊರಡಿಸಿರುವ ಹೊಸ ನಿರ್ದೇಶನಗಳು, ಈ ವಿಷಯಗಳ ಬಗ್ಗೆ ಮತ್ತಷ್ಟು ಸಾರ್ವಜನಿಕ ಗಮನ ಸೆಳೆದಿವೆ. ಆ ಕುರಿತ ಮಾಹಿತಿ ಇಲ್ಲಿದೆ.	[394, 97, 588, 161]
print-dots-right	[850, 1440, 894, 1459]
brief-item-2	[30, 1036, 190, 1191]
singing-body: ಎರಡೂ ಗೀತೆಗಳನ್ನು ಒಟ್ಟಿಗೆ ನುಡಿಸುವಾಗ ಮೊದಲು 'ವಂದೇ ಮಾತರಂ' ಹಾಡಬೇಕು ಎಂದು ಕೇಂದ್ರ ಗೃಹ ಸಚಿವಾಲಯ ನಿರ್ದೇಶಿಸಿದೆ. ಸುಮಾರು ಮೂರು ನಿಮಿಷ ಮತ್ತು 10 ಸೆಕೆಂಡುಗಳಲ್ಲಿ ಸಂಪೂರ್ಣ ಆವೃತ್ತಿ ಹಾಡಬೇಕು.	[622, 493, 758, 531]
page-number: ೦೭	[729, 49, 759, 79]
briefs-icon	[30, 830, 60, 860]
adjournment-title: ಕಲಾಪ ಮುಂದೂಡಿಕೆ	[212, 358, 285, 371]
lead-q5: ಎಫ್‌ಐಆರ್ ದಾಖಲಿಸಿ:	[208, 545, 264, 554]
loan-headline-2: ಕರೆಗಳ ದಾಖಲೆ ಕಡ್ಡಾಯ	[392, 846, 502, 862]
col-divider-2	[386, 826, 387, 1138]
key-point-2	[706, 142, 922, 172]
lead-headline-1: ರಾಹುಲ್ ಲೋಕಸಭಾ	[30, 120, 291, 164]
constitution-box	[386, 384, 591, 574]
col-divider-1	[196, 826, 197, 1138]
tariff-body-2: ಎಂದು ಸಚಿವರು ಸ್ಪಷ್ಟಪಡಿಸಿದ್ದಾರೆ. ಅಮೆರಿಕದ ಹತ್ತಿ ಉತ್ಪಾದನೆ ಹೆಚ್ಚಾಗುವುದರಿಂದ ಭಾರತಕ್ಕೂ ಲಾಭವಾಗಲಿದೆ. ಒಪ್ಪಂದದ ಭಾಗವಾಗಿ ಮುಂದಿನ 5 ವರ್ಷಗಳಲ್ಲಿ 50 ಬಿಲಿಯನ್ ಡಾಲರ್ ಗುರಿ ನಿಗದಿಪಡಿಸಲಾಗಿದೆ. ಭಾರತೀಯ ಜವಳಿ ಉದ್ಯಮವು ಜಾಗತಿಕ ಮಾರುಕಟ್ಟೆಯಲ್ಲಿ ಸ್ಪರ್ಧಾತ್ಮಕವಾಗಲಿದೆ. ಭಾರತ - ಅಮೆರಿಕ ವ್ಯಾಪಾರ ಒಪ್ಪಂದದ ಮೂಲಕ ಜವಳಿ ರಫ್ತು ಕ್ಷೇತ್ರದ ಉದ್ಯೋಗಗಳು ಹೆಚ್ಚಲಿವೆ.	[274, 659, 378, 778]
lead-headline-2: ಸದಸ್ಯತ್ವ ರದ್ದುಗೊಳಿಸಿ	[30, 166, 288, 210]
lead-body-4: ವಾಷಿಂಗ್ಟನ್ ಜೊತೆಗಿನ ವ್ಯಾಪಾರ ಒಪ್ಪಂದದ ಮೂಲಕ ಕೇಂದ್ರ ಸರ್ಕಾರ ಭಾರತವನ್ನು ಮಾರಾಟ ಮಾಡಿದೆ ಎಂದು ರಾಹುಲ್ ಆರೋಪಿಸಿದ್ದರು.	[30, 567, 202, 587]
lead-col2-cont	[208, 456, 378, 612]
print-dots-center-1	[330, 1440, 374, 1459]
lead-body-3: ಭಾರತಕ್ಕೆ ಹಾನಿ ಮಾಡಬಯಸುವ ಶಕ್ತಿಗಳು ಹಾಗೂ ಜಾರ್ಜ್ ಸೋರೋಸ್ ನಂಥವರ ಜೊತೆ ರಾಹುಲ್ ನಂಟು ಹೊಂದಿದ್ದಾರೆ ಎಂದು ದುಬೆ ಆರೋಪಿಸಿದ್ದಾರೆ.	[30, 523, 202, 554]
lead-q2: ಹೋರಾಟ ಜತೆ ರಾಹುಲ್ ಸಂಪರ್ಕ?:	[30, 512, 120, 521]
music-road-q1: ಹೇಗೆ ಕಾರ್ಯನಿರ್ವಹಿಸುತ್ತದೆ?:	[762, 1207, 837, 1216]
brief-title-3: ಖ್ಯಾತ ನ್ಯೂಸ್ ಆ್ಯಂಕರ್ ಸರಳಾ ಮಹೇಶ್ವರಿ ನಿಧನ	[48, 1212, 172, 1243]
tariff-story	[30, 618, 378, 816]
